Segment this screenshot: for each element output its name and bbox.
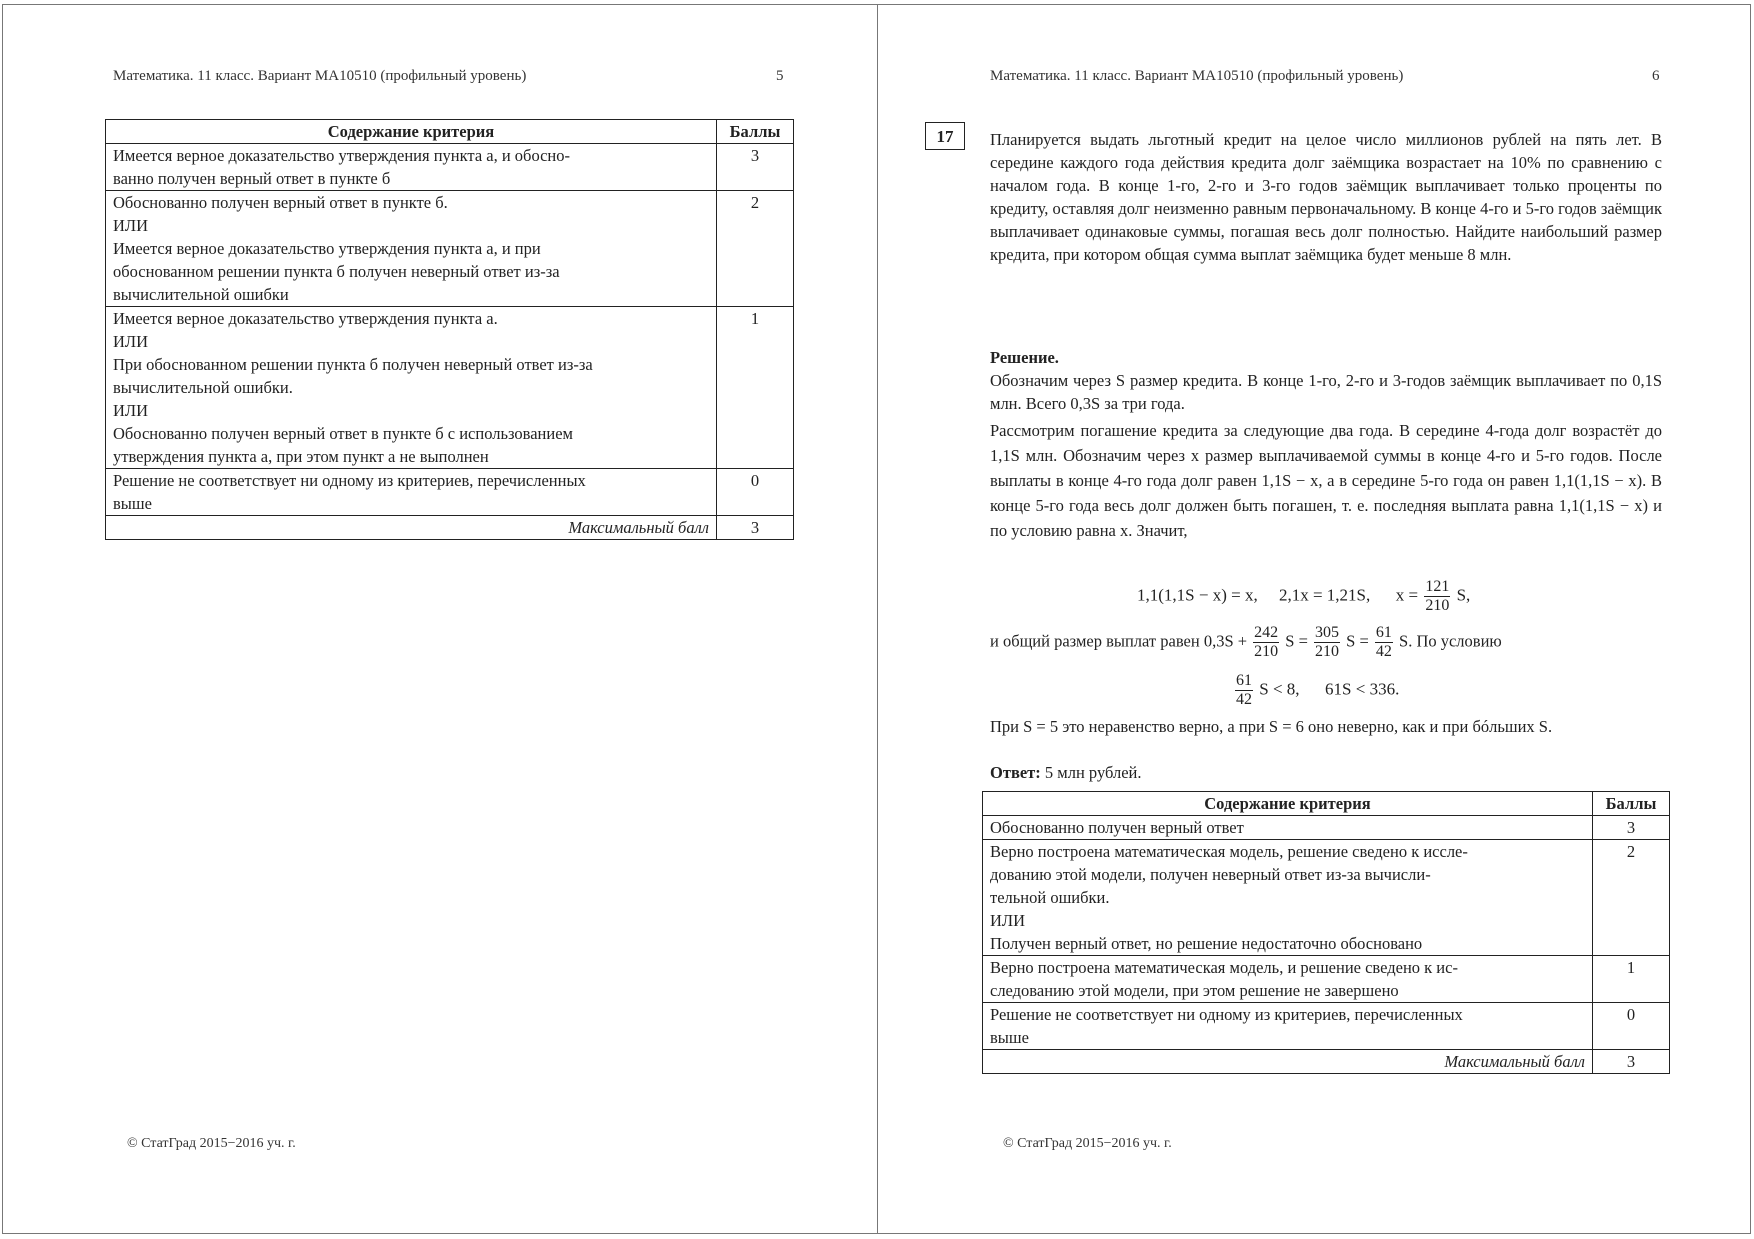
criterion-cell (106, 469, 717, 516)
solution-paragraph-2: Рассмотрим погашение кредита за следующие два года. В середине 4-года долг возрастёт до 1,1S млн. Обозначим через x размер выплачиваемой суммы в конце 4-го и 5-го годов. После выплаты в конце 4-го года долг равен 1,1S − x, а в середине 5-го года он равен 1,1(1,1S − x). В конце 5-го года весь долг должен быть погашен, т. е. последняя выплата равна 1,1(1,1S − x) и по условию равна x. Значит, (990, 421, 1662, 540)
table-row (983, 840, 1670, 956)
left-page-number: 5 (776, 68, 784, 84)
equation-part: S < 8, (1259, 679, 1300, 699)
criterion-line: обоснованном решении пункта б получен неверный ответ из-за (113, 262, 560, 281)
criterion-line: ИЛИ (113, 332, 149, 351)
equation-part: 0,3S + (1203, 631, 1248, 651)
fraction-numerator: 61 (1375, 624, 1392, 641)
table-row (106, 469, 794, 516)
criterion-line: ванно получен верный ответ в пункте б (113, 169, 391, 188)
solution-title: Решение. (990, 348, 1059, 367)
fraction-denominator: 210 (1315, 643, 1340, 660)
criterion-line: вычислительной ошибки. (113, 378, 293, 397)
table-row (106, 307, 794, 469)
criterion-line: Верно построена математическая модель, и решение сведено к ис- (990, 958, 1458, 977)
criterion-cell (983, 816, 1593, 840)
criterion-line: тельной ошибки. (990, 888, 1110, 907)
right-page-header: Математика. 11 класс. Вариант МА10510 (профильный уровень) (990, 68, 1404, 84)
points-cell: 0 (1593, 1003, 1670, 1050)
table-header-row (983, 792, 1670, 816)
criterion-line: ИЛИ (113, 401, 149, 420)
table-row (106, 144, 794, 191)
task-statement: Планируется выдать льготный кредит на целое число миллионов рублей на пять лет. В середине каждого года действия кредита долг заёмщика возрастает на 10% по сравнению с началом года. В конце 1-го, 2-го и 3-го годов заёмщик выплачивает только проценты по кредиту, оставляя долг неизменно равным первоначальному. В конце 4-го и 5-го годов заёмщик выплачивает одинаковые суммы, погашая весь долг полностью. Найдите наибольший размер кредита, при котором общая сумма выплат заёмщика будет меньше 8 млн. (990, 130, 1662, 264)
equation-text: и общий размер выплат равен (990, 631, 1200, 651)
criterion-header: Содержание критерия (106, 120, 717, 144)
right-page-number: 6 (1652, 68, 1660, 84)
equation-part: 61S < 336. (1325, 679, 1400, 699)
criterion-line: Обоснованно получен верный ответ (990, 818, 1244, 837)
criterion-line: Получен верный ответ, но решение недостаточно обосновано (990, 934, 1423, 953)
criterion-line: выше (990, 1028, 1029, 1047)
points-cell: 3 (717, 144, 794, 191)
equation-line-1 (1137, 578, 1470, 615)
fraction (1253, 624, 1279, 661)
criterion-line: выше (113, 494, 152, 513)
left-criteria-table (105, 119, 794, 540)
solution-paragraph-1: Обозначим через S размер кредита. В конце 1-го, 2-го и 3-годов заёмщик выплачивает по 0,1S млн. Всего 0,3S за три года. (990, 371, 1662, 413)
criterion-cell (983, 840, 1593, 956)
left-page-footer: © СтатГрад 2015−2016 уч. г. (127, 1136, 296, 1151)
criterion-line: следованию этой модели, при этом решение не завершено (990, 981, 1399, 1000)
fraction (1424, 578, 1450, 615)
max-score-label: Максимальный балл (983, 1050, 1593, 1074)
fraction-numerator: 61 (1236, 672, 1252, 689)
criterion-line: утверждения пункта а, при этом пункт а не выполнен (113, 447, 489, 466)
table-row (983, 1003, 1670, 1050)
criterion-line: Имеется верное доказательство утверждения пункта а, и при (113, 239, 541, 258)
answer-line (990, 761, 1662, 784)
points-cell: 1 (1593, 956, 1670, 1003)
criterion-line: Имеется верное доказательство утверждения пункта а. (113, 309, 498, 328)
fraction-numerator: 305 (1315, 624, 1340, 641)
task-number-box: 17 (925, 122, 965, 150)
criterion-header: Содержание критерия (983, 792, 1593, 816)
max-score-row (106, 516, 794, 540)
criterion-line: Верно построена математическая модель, решение сведено к иссле- (990, 842, 1468, 861)
points-header: Баллы (1593, 792, 1670, 816)
criterion-line: Решение не соответствует ни одному из критериев, перечисленных (113, 471, 586, 490)
points-cell: 3 (1593, 816, 1670, 840)
points-cell: 2 (717, 191, 794, 307)
max-score-label: Максимальный балл (106, 516, 717, 540)
criterion-line: ИЛИ (990, 911, 1026, 930)
table-header-row (106, 120, 794, 144)
equation-part: x = (1395, 585, 1419, 605)
fraction-denominator: 210 (1254, 643, 1279, 660)
max-score-row (983, 1050, 1670, 1074)
criterion-line: вычислительной ошибки (113, 285, 289, 304)
table-row (106, 191, 794, 307)
fraction-denominator: 42 (1236, 691, 1252, 708)
fraction-numerator: 121 (1425, 578, 1450, 595)
equation-line-2 (990, 624, 1502, 661)
max-score-value: 3 (717, 516, 794, 540)
points-cell: 1 (717, 307, 794, 469)
points-cell: 0 (717, 469, 794, 516)
fraction-numerator: 242 (1254, 624, 1279, 641)
fraction-denominator: 42 (1375, 643, 1392, 660)
criterion-cell (106, 191, 717, 307)
fraction (1235, 672, 1253, 709)
points-header: Баллы (717, 120, 794, 144)
answer-value: 5 млн рублей. (1044, 763, 1142, 782)
equation-part: S, (1456, 585, 1471, 605)
equation-part: S = (1285, 631, 1308, 651)
criterion-line: Обоснованно получен верный ответ в пункте б. (113, 193, 448, 212)
right-page-footer: © СтатГрад 2015−2016 уч. г. (1003, 1136, 1172, 1151)
equation-part: 2,1x = 1,21S, (1278, 585, 1371, 605)
equation-part: S. По условию (1399, 631, 1502, 651)
equation-part: S = (1346, 631, 1369, 651)
criterion-cell (983, 956, 1593, 1003)
fraction-denominator: 210 (1425, 597, 1450, 614)
equation-line-3 (1233, 672, 1399, 709)
criterion-line: Решение не соответствует ни одному из критериев, перечисленных (990, 1005, 1463, 1024)
criterion-cell (106, 144, 717, 191)
max-score-value: 3 (1593, 1050, 1670, 1074)
equation-part: 1,1(1,1S − x) = x, (1137, 585, 1258, 605)
criterion-line: Обоснованно получен верный ответ в пункте б с использованием (113, 424, 573, 443)
answer-label: Ответ: (990, 763, 1041, 782)
criterion-cell (106, 307, 717, 469)
criterion-line: дованию этой модели, получен неверный ответ из-за вычисли- (990, 865, 1431, 884)
table-row (983, 816, 1670, 840)
criterion-line: При обоснованном решении пункта б получен неверный ответ из-за (113, 355, 593, 374)
solution-paragraph-3: При S = 5 это неравенство верно, а при S = 6 оно неверно, как и при бóльших S. (990, 717, 1553, 736)
fraction (1314, 624, 1340, 661)
right-criteria-table (982, 791, 1670, 1074)
criterion-line: ИЛИ (113, 216, 149, 235)
left-page-header: Математика. 11 класс. Вариант МА10510 (профильный уровень) (113, 68, 527, 84)
fraction (1375, 624, 1393, 661)
table-row (983, 956, 1670, 1003)
points-cell: 2 (1593, 840, 1670, 956)
criterion-line: Имеется верное доказательство утверждения пункта а, и обосно- (113, 146, 571, 165)
criterion-cell (983, 1003, 1593, 1050)
